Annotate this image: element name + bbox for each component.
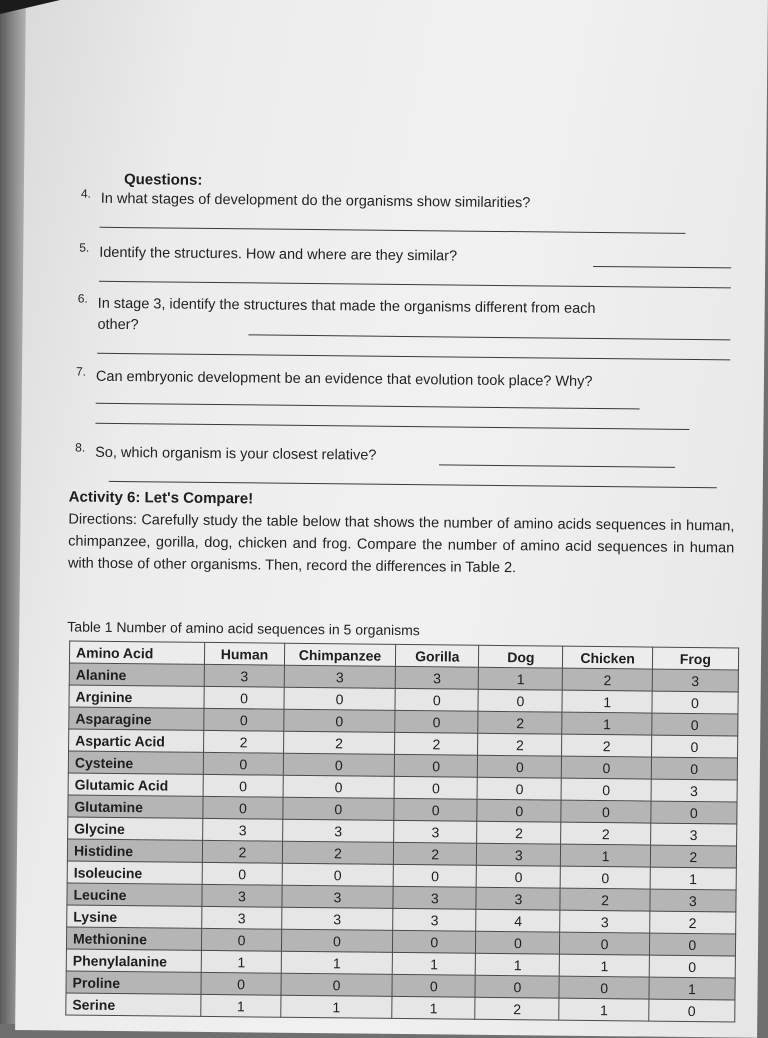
sequence-count-cell: 3: [394, 820, 477, 843]
sequence-count-cell: 2: [560, 888, 649, 911]
sequence-count-cell: 2: [395, 732, 478, 755]
sequence-count-cell: 0: [394, 776, 477, 799]
header-gorilla: Gorilla: [396, 644, 479, 667]
sequence-count-cell: 0: [281, 973, 393, 996]
sequence-count-cell: 2: [563, 668, 652, 691]
amino-acid-name: Alanine: [69, 663, 204, 686]
sequence-count-cell: 2: [561, 822, 650, 845]
amino-acid-name: Asparagine: [69, 707, 204, 730]
question-number: 5.: [79, 240, 90, 255]
question-number: 8.: [75, 440, 86, 455]
sequence-count-cell: 0: [652, 691, 739, 714]
sequence-count-cell: 0: [283, 709, 395, 732]
question-6: [77, 291, 596, 317]
sequence-count-cell: 2: [478, 711, 562, 734]
sequence-count-cell: 3: [284, 665, 396, 688]
sequence-count-cell: 0: [283, 753, 395, 776]
sequence-count-cell: 1: [479, 667, 563, 690]
questions-heading: Questions:: [123, 171, 203, 189]
sequence-count-cell: 3: [202, 906, 282, 929]
sequence-count-cell: 1: [281, 951, 393, 974]
worksheet-page: [15, 0, 768, 1038]
question-number: 7.: [75, 364, 87, 379]
sequence-count-cell: 3: [477, 843, 561, 866]
sequence-count-cell: 0: [651, 801, 738, 824]
sequence-count-cell: 0: [283, 797, 395, 820]
sequence-count-cell: 2: [477, 821, 561, 844]
answer-line[interactable]: [109, 481, 717, 488]
sequence-count-cell: 4: [476, 909, 560, 932]
answer-line[interactable]: [96, 403, 640, 410]
question-8: [75, 440, 377, 464]
question-text: other?: [97, 316, 139, 334]
answer-line[interactable]: [100, 227, 686, 234]
sequence-count-cell: 2: [562, 734, 651, 757]
sequence-count-cell: 3: [651, 779, 738, 802]
sequence-count-cell: 1: [559, 998, 648, 1021]
sequence-count-cell: 0: [204, 686, 284, 709]
sequence-count-cell: 0: [394, 798, 477, 821]
sequence-count-cell: 0: [651, 735, 738, 758]
amino-acid-name: Phenylalanine: [66, 949, 201, 972]
sequence-count-cell: 2: [283, 731, 395, 754]
sequence-count-cell: 0: [393, 930, 476, 953]
sequence-count-cell: 1: [560, 954, 649, 977]
table-caption: Table 1 Number of amino acid sequences in 5 organisms: [67, 618, 420, 639]
amino-acid-name: Methionine: [66, 927, 201, 950]
sequence-count-cell: 0: [561, 866, 650, 889]
sequence-count-cell: 0: [204, 708, 284, 731]
sequence-count-cell: 0: [649, 933, 736, 956]
activity-title: Activity 6: Let's Compare!: [68, 488, 254, 508]
sequence-count-cell: 3: [281, 907, 393, 930]
header-dog: Dog: [479, 645, 563, 668]
sequence-count-cell: 3: [476, 887, 560, 910]
amino-acid-name: Lysine: [67, 905, 202, 928]
sequence-count-cell: 0: [477, 777, 561, 800]
sequence-count-cell: 0: [651, 713, 738, 736]
sequence-count-cell: 3: [650, 889, 737, 912]
sequence-count-cell: 2: [204, 730, 284, 753]
sequence-count-cell: 0: [476, 865, 560, 888]
sequence-count-cell: 0: [282, 863, 394, 886]
question-text: In what stages of development do the organisms show similarities?: [100, 190, 531, 212]
sequence-count-cell: 1: [561, 844, 650, 867]
answer-line[interactable]: [439, 464, 675, 467]
sequence-count-cell: 1: [201, 994, 281, 1017]
sequence-count-cell: 3: [202, 884, 282, 907]
amino-acid-name: Glutamic Acid: [68, 773, 203, 796]
sequence-count-cell: 0: [651, 757, 738, 780]
header-chimpanzee: Chimpanzee: [284, 643, 396, 666]
answer-line[interactable]: [99, 281, 731, 289]
sequence-count-cell: 0: [562, 756, 651, 779]
amino-acid-name: Proline: [66, 971, 201, 994]
sequence-count-cell: 0: [393, 864, 476, 887]
activity-directions: Directions: Carefully study the table below that shows the number of amino acids sequences in human, chimpanzee, gorilla, dog, chicken and frog. Compare the number of amino acid sequences in human with those of other organisms. Then, record the differences in Table 2.: [67, 511, 735, 577]
sequence-count-cell: 0: [478, 755, 562, 778]
question-text: Identify the structures. How and where are they similar?: [99, 244, 458, 265]
amino-acid-name: Cysteine: [68, 751, 203, 774]
sequence-count-cell: 0: [201, 972, 281, 995]
sequence-count-cell: 3: [652, 669, 739, 692]
sequence-count-cell: 0: [475, 975, 559, 998]
question-number: 6.: [77, 291, 88, 306]
sequence-count-cell: 0: [392, 974, 475, 997]
header-frog: Frog: [652, 647, 739, 670]
answer-line[interactable]: [97, 353, 730, 361]
sequence-count-cell: 1: [280, 995, 392, 1018]
answer-line[interactable]: [248, 334, 730, 340]
sequence-count-cell: 0: [478, 689, 562, 712]
amino-acid-name: Glycine: [68, 817, 203, 840]
question-6-continued: [97, 317, 138, 333]
sequence-count-cell: 0: [560, 932, 649, 955]
sequence-count-cell: 0: [649, 955, 736, 978]
question-number: 4.: [80, 186, 91, 201]
sequence-count-cell: 1: [649, 977, 736, 1000]
sequence-count-cell: 2: [650, 845, 737, 868]
sequence-count-cell: 0: [281, 929, 393, 952]
sequence-count-cell: 3: [650, 823, 737, 846]
sequence-count-cell: 3: [393, 886, 476, 909]
binder-corner: [0, 0, 60, 14]
sequence-count-cell: 0: [395, 754, 478, 777]
amino-acid-name: Aspartic Acid: [69, 729, 204, 752]
sequence-count-cell: 0: [559, 976, 648, 999]
sequence-count-cell: 1: [562, 690, 651, 713]
table-body: [66, 663, 739, 1022]
sequence-count-cell: 0: [203, 774, 283, 797]
sequence-count-cell: 1: [650, 867, 737, 890]
sequence-count-cell: 2: [649, 911, 736, 934]
sequence-count-cell: 3: [204, 664, 284, 687]
sequence-count-cell: 3: [560, 910, 649, 933]
sequence-count-cell: 0: [561, 778, 650, 801]
sequence-count-cell: 2: [478, 733, 562, 756]
sequence-count-cell: 0: [648, 999, 735, 1022]
sequence-count-cell: 0: [284, 687, 396, 710]
sequence-count-cell: 2: [282, 841, 394, 864]
sequence-count-cell: 1: [562, 712, 651, 735]
sequence-count-cell: 3: [393, 908, 476, 931]
amino-acid-name: Leucine: [67, 883, 202, 906]
sequence-count-cell: 2: [475, 997, 559, 1020]
question-5: [79, 240, 458, 265]
sequence-count-cell: 3: [203, 818, 283, 841]
answer-line[interactable]: [95, 423, 689, 430]
question-7: [75, 364, 593, 390]
amino-acid-name: Glutamine: [68, 795, 203, 818]
sequence-count-cell: 2: [394, 842, 477, 865]
question-text: Can embryonic development be an evidence that evolution took place? Why?: [95, 368, 593, 390]
amino-acid-name: Serine: [66, 993, 201, 1016]
sequence-count-cell: 1: [392, 952, 475, 975]
sequence-count-cell: 3: [395, 666, 478, 689]
header-chicken: Chicken: [563, 646, 652, 669]
amino-acid-name: Isoleucine: [67, 861, 202, 884]
header-amino-acid: Amino Acid: [69, 641, 204, 664]
sequence-count-cell: 0: [202, 862, 282, 885]
sequence-count-cell: 3: [282, 819, 394, 842]
sequence-count-cell: 2: [203, 840, 283, 863]
answer-line[interactable]: [593, 266, 731, 268]
sequence-count-cell: 0: [476, 931, 560, 954]
sequence-count-cell: 3: [282, 885, 394, 908]
sequence-count-cell: 0: [283, 775, 395, 798]
sequence-count-cell: 1: [201, 950, 281, 973]
question-text: In stage 3, identify the structures that made the organisms different from each: [97, 295, 596, 317]
sequence-count-cell: 0: [561, 800, 650, 823]
question-text: So, which organism is your closest relative?: [95, 444, 377, 464]
amino-acid-name: Arginine: [69, 685, 204, 708]
sequence-count-cell: 0: [395, 710, 478, 733]
amino-acid-name: Histidine: [67, 839, 202, 862]
sequence-count-cell: 0: [395, 688, 478, 711]
sequence-count-cell: 1: [392, 996, 475, 1019]
sequence-count-cell: 0: [203, 796, 283, 819]
question-4: [80, 186, 531, 212]
sequence-count-cell: 1: [476, 953, 560, 976]
sequence-count-cell: 0: [204, 752, 284, 775]
sequence-count-cell: 0: [477, 799, 561, 822]
header-human: Human: [205, 642, 285, 665]
amino-acid-table: [65, 640, 739, 1022]
sequence-count-cell: 0: [202, 928, 282, 951]
